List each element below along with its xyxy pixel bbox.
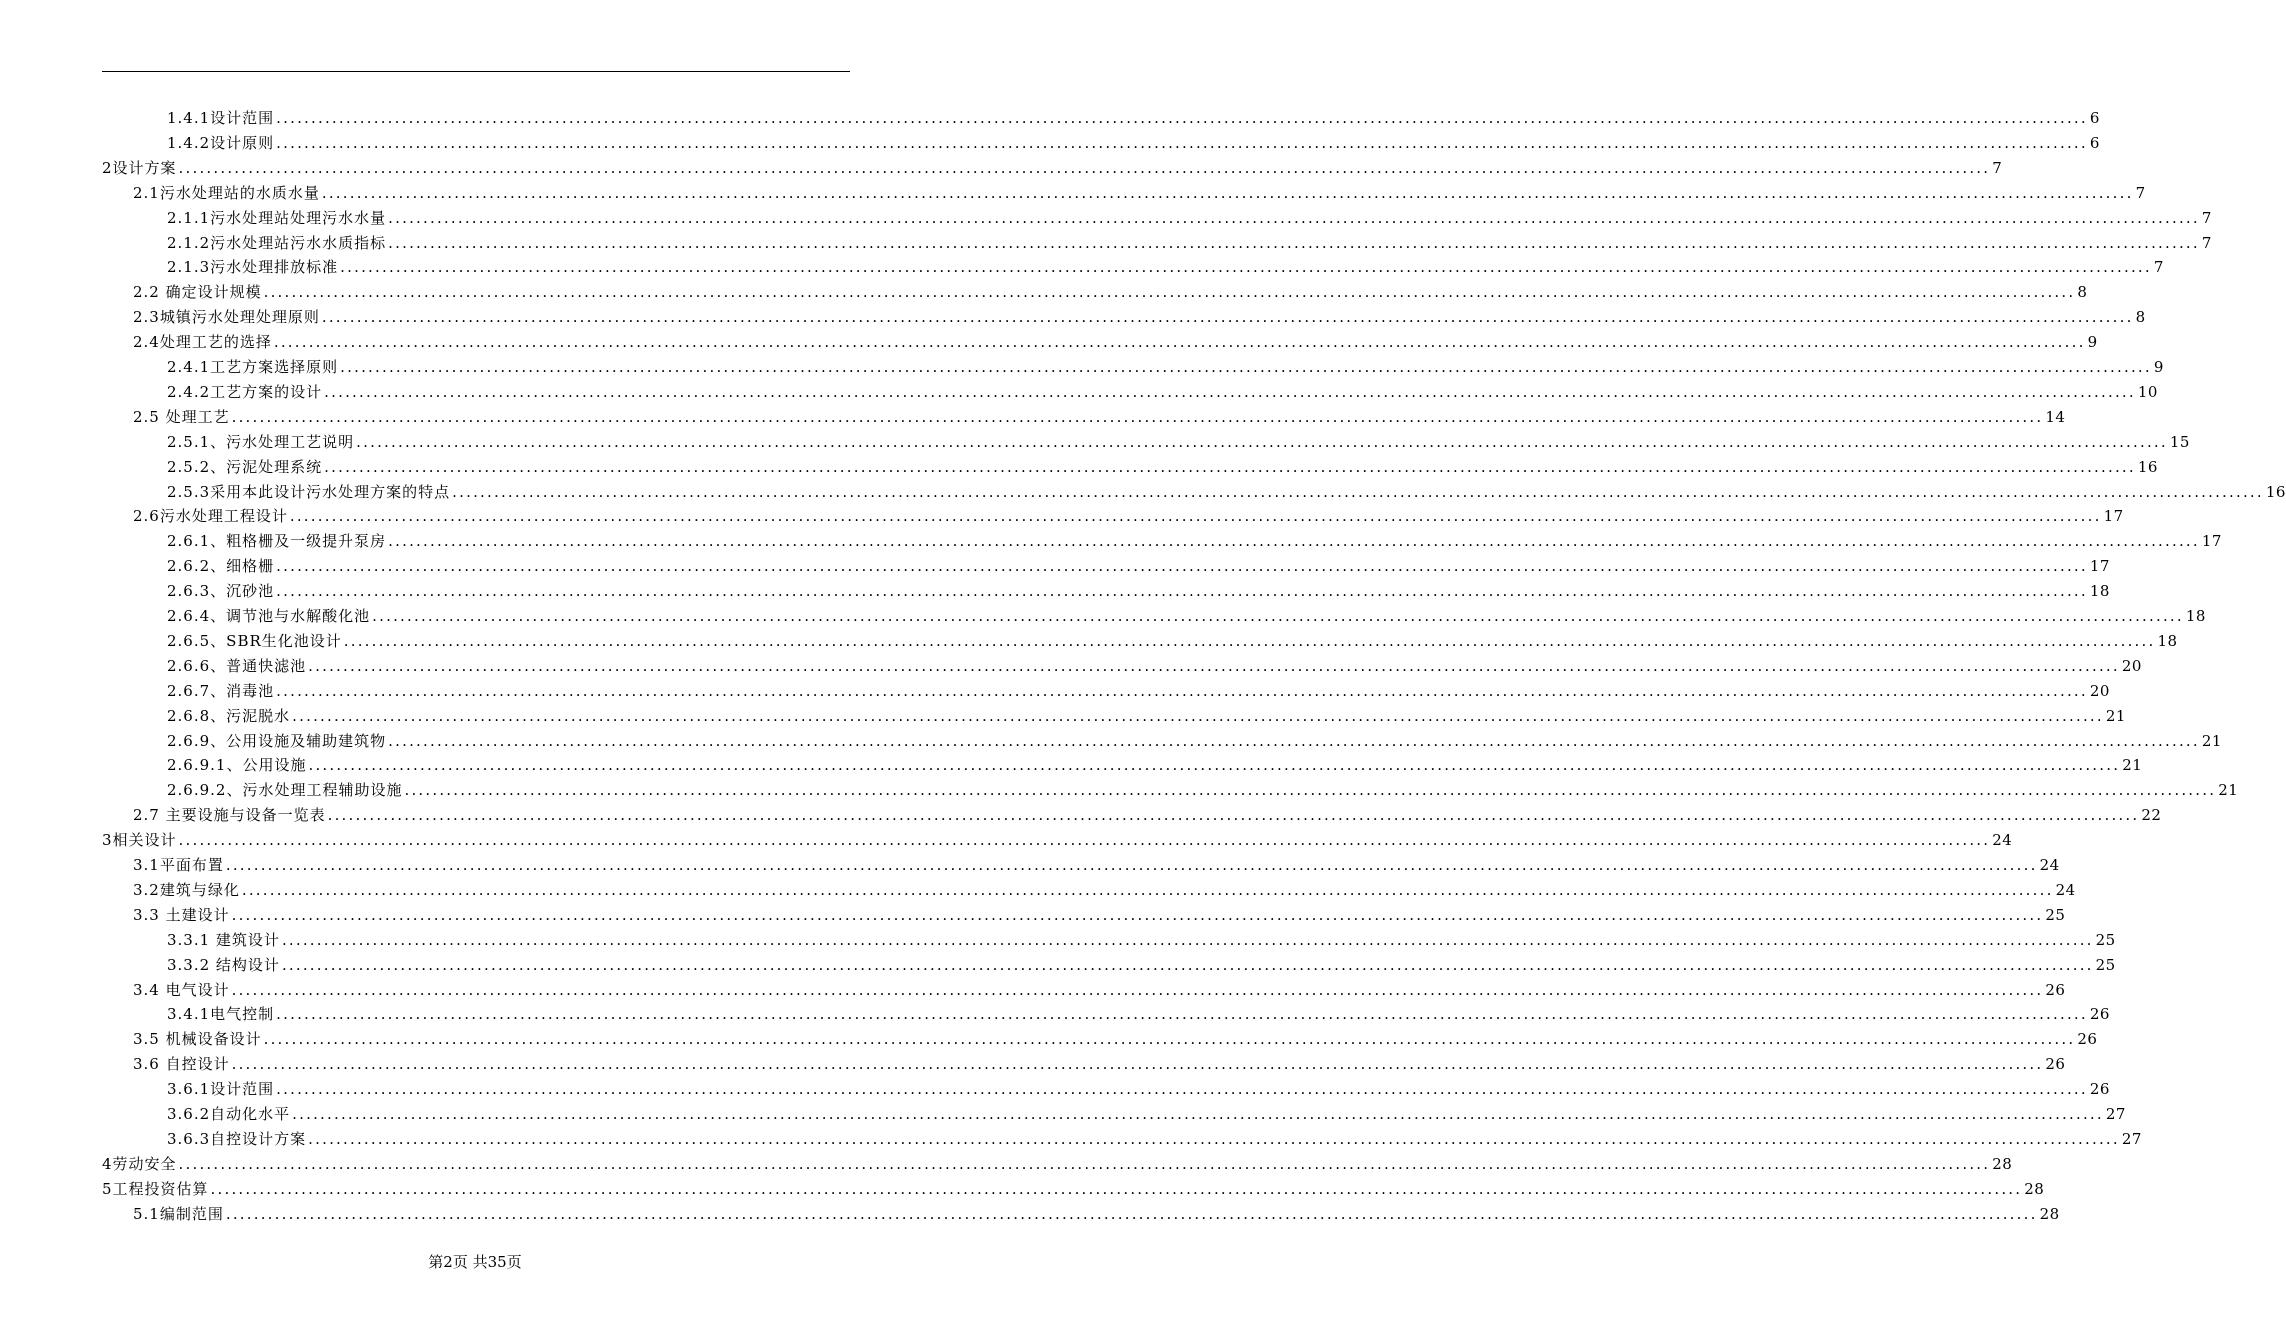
- toc-entry-title: 2.5.3采用本此设计污水处理方案的特点: [167, 483, 451, 501]
- toc-entry-page-number: 7: [2201, 209, 2212, 227]
- toc-entry-title: 2.1.3污水处理排放标准: [167, 258, 339, 276]
- toc-entry-title: 2.6.9.2、污水处理工程辅助设施: [167, 781, 403, 799]
- toc-entry[interactable]: [167, 204, 2212, 228]
- toc-leader-dots: ....................................................................................................................................................................................................................................................................: [231, 981, 2044, 999]
- toc-entry[interactable]: [167, 552, 2110, 576]
- toc-leader-dots: ....................................................................................................................................................................................................................................................................: [225, 856, 2038, 874]
- toc-entry-title: 2.4.2工艺方案的设计: [167, 383, 323, 401]
- toc-entry-page-number: 18: [2157, 632, 2178, 650]
- toc-entry-page-number: 26: [2089, 1005, 2110, 1023]
- toc-entry-title: 4劳动安全: [102, 1155, 177, 1173]
- toc-entry[interactable]: [167, 652, 2142, 676]
- toc-entry-title: 3相关设计: [102, 831, 177, 849]
- toc-entry[interactable]: [133, 328, 2098, 352]
- toc-entry[interactable]: [167, 253, 2164, 277]
- toc-entry[interactable]: [167, 602, 2206, 626]
- toc-entry-page-number: 6: [2089, 134, 2100, 152]
- toc-entry-title: 5工程投资估算: [102, 1180, 209, 1198]
- toc-entry[interactable]: [102, 1150, 2013, 1174]
- toc-leader-dots: ....................................................................................................................................................................................................................................................................: [178, 831, 1991, 849]
- toc-entry-title: 3.1平面布置: [133, 856, 224, 874]
- toc-entry-title: 3.3 土建设计: [133, 906, 230, 924]
- toc-entry-page-number: 7: [2153, 258, 2164, 276]
- toc-entry-title: 2设计方案: [102, 159, 177, 177]
- toc-entry[interactable]: [167, 104, 2100, 128]
- toc-entry-page-number: 16: [2137, 458, 2158, 476]
- toc-entry-page-number: 8: [2135, 308, 2146, 326]
- toc-entry-page-number: 26: [2045, 1055, 2066, 1073]
- toc-entry[interactable]: [133, 278, 2088, 302]
- toc-entry-title: 3.4.1电气控制: [167, 1005, 275, 1023]
- toc-leader-dots: ....................................................................................................................................................................................................................................................................: [241, 881, 2054, 899]
- toc-entry[interactable]: [167, 453, 2158, 477]
- toc-entry-title: 2.5.2、污泥处理系统: [167, 458, 323, 476]
- toc-entry-page-number: 26: [2045, 981, 2066, 999]
- toc-entry-page-number: 27: [2121, 1130, 2142, 1148]
- toc-leader-dots: ....................................................................................................................................................................................................................................................................: [324, 458, 2136, 476]
- toc-entry[interactable]: [133, 303, 2146, 327]
- toc-entry-title: 3.3.2 结构设计: [167, 956, 280, 974]
- toc-entry-title: 2.6.7、消毒池: [167, 682, 275, 700]
- toc-entry-title: 2.4.1工艺方案选择原则: [167, 358, 339, 376]
- toc-entry-title: 3.3.1 建筑设计: [167, 931, 280, 949]
- toc-leader-dots: ....................................................................................................................................................................................................................................................................: [340, 258, 2152, 276]
- toc-entry[interactable]: [167, 378, 2158, 402]
- toc-entry-title: 2.6.8、污泥脱水: [167, 707, 291, 725]
- toc-entry-title: 2.6.4、调节池与水解酸化池: [167, 607, 371, 625]
- toc-entry-page-number: 18: [2185, 607, 2206, 625]
- toc-entry-page-number: 9: [2087, 333, 2098, 351]
- toc-entry[interactable]: [102, 826, 2013, 850]
- toc-entry[interactable]: [133, 1025, 2098, 1049]
- toc-entry[interactable]: [133, 876, 2076, 900]
- toc-entry-title: 2.5.1、污水处理工艺说明: [167, 433, 355, 451]
- toc-entry-title: 2.6.6、普通快滤池: [167, 657, 307, 675]
- toc-leader-dots: ....................................................................................................................................................................................................................................................................: [308, 1130, 2120, 1148]
- toc-leader-dots: ....................................................................................................................................................................................................................................................................: [276, 109, 2088, 127]
- toc-entry[interactable]: [133, 1050, 2066, 1074]
- toc-entry[interactable]: [133, 403, 2066, 427]
- toc-entry-title: 3.6.3自控设计方案: [167, 1130, 307, 1148]
- toc-leader-dots: ....................................................................................................................................................................................................................................................................: [276, 582, 2088, 600]
- toc-entry-page-number: 7: [2135, 184, 2146, 202]
- toc-leader-dots: ....................................................................................................................................................................................................................................................................: [289, 507, 2102, 525]
- toc-entry-page-number: 18: [2089, 582, 2110, 600]
- toc-leader-dots: ....................................................................................................................................................................................................................................................................: [340, 358, 2152, 376]
- toc-leader-dots: ....................................................................................................................................................................................................................................................................: [273, 333, 2086, 351]
- toc-entry[interactable]: [133, 502, 2124, 526]
- toc-entry[interactable]: [167, 1000, 2110, 1024]
- toc-entry-title: 2.6.3、沉砂池: [167, 582, 275, 600]
- toc-entry-title: 2.6.5、SBR生化池设计: [167, 632, 342, 650]
- toc-entry-title: 3.6.1设计范围: [167, 1080, 275, 1098]
- toc-entry-page-number: 24: [2055, 881, 2076, 899]
- toc-entry[interactable]: [167, 527, 2222, 551]
- toc-entry-page-number: 28: [2039, 1205, 2060, 1223]
- toc-entry-page-number: 9: [2153, 358, 2164, 376]
- toc-entry-page-number: 20: [2089, 682, 2110, 700]
- toc-leader-dots: ....................................................................................................................................................................................................................................................................: [292, 707, 2104, 725]
- toc-entry-page-number: 17: [2103, 507, 2124, 525]
- toc-entry[interactable]: [167, 577, 2110, 601]
- toc-entry-page-number: 24: [1992, 831, 2013, 849]
- toc-leader-dots: ....................................................................................................................................................................................................................................................................: [356, 433, 2168, 451]
- toc-leader-dots: ....................................................................................................................................................................................................................................................................: [276, 557, 2088, 575]
- toc-entry[interactable]: [167, 751, 2143, 775]
- toc-entry-title: 2.6.1、粗格栅及一级提升泵房: [167, 532, 387, 550]
- toc-entry-title: 3.6.2自动化水平: [167, 1105, 291, 1123]
- toc-leader-dots: ....................................................................................................................................................................................................................................................................: [263, 283, 2076, 301]
- toc-leader-dots: ....................................................................................................................................................................................................................................................................: [388, 732, 2200, 750]
- toc-entry-page-number: 24: [2039, 856, 2060, 874]
- toc-entry[interactable]: [167, 677, 2110, 701]
- toc-entry-page-number: 21: [2105, 707, 2126, 725]
- toc-entry-page-number: 26: [2089, 1080, 2110, 1098]
- toc-entry[interactable]: [133, 901, 2066, 925]
- toc-leader-dots: ....................................................................................................................................................................................................................................................................: [178, 1155, 1991, 1173]
- toc-leader-dots: ....................................................................................................................................................................................................................................................................: [308, 657, 2120, 675]
- toc-entry[interactable]: [167, 428, 2190, 452]
- toc-entry-title: 2.6.2、细格栅: [167, 557, 275, 575]
- toc-leader-dots: ....................................................................................................................................................................................................................................................................: [263, 1030, 2076, 1048]
- toc-entry-page-number: 21: [2201, 732, 2222, 750]
- toc-entry[interactable]: [167, 1125, 2142, 1149]
- toc-entry-page-number: 7: [1992, 159, 2003, 177]
- toc-entry-title: 2.4处理工艺的选择: [133, 333, 272, 351]
- toc-entry[interactable]: [167, 353, 2164, 377]
- toc-entry-page-number: 6: [2089, 109, 2100, 127]
- toc-entry-page-number: 26: [2077, 1030, 2098, 1048]
- toc-entry-page-number: 14: [2045, 408, 2066, 426]
- toc-entry-title: 3.6 自控设计: [133, 1055, 230, 1073]
- toc-entry-page-number: 17: [2201, 532, 2222, 550]
- toc-entry-title: 2.3城镇污水处理处理原则: [133, 308, 320, 326]
- toc-entry-page-number: 15: [2169, 433, 2190, 451]
- toc-leader-dots: ....................................................................................................................................................................................................................................................................: [231, 906, 2044, 924]
- toc-entry-title: 1.4.1设计范围: [167, 109, 275, 127]
- header-rule: [102, 71, 850, 72]
- toc-leader-dots: ....................................................................................................................................................................................................................................................................: [308, 756, 2121, 774]
- toc-entry-title: 3.5 机械设备设计: [133, 1030, 262, 1048]
- toc-entry[interactable]: [102, 154, 2003, 178]
- toc-entry[interactable]: [167, 478, 2286, 502]
- toc-entry-page-number: 21: [2122, 756, 2143, 774]
- page-footer: 第2页 共35页: [428, 1253, 522, 1271]
- toc-leader-dots: ....................................................................................................................................................................................................................................................................: [281, 931, 2094, 949]
- toc-leader-dots: ....................................................................................................................................................................................................................................................................: [276, 1005, 2088, 1023]
- toc-entry-title: 5.1编制范围: [133, 1205, 224, 1223]
- toc-entry-title: 2.5 处理工艺: [133, 408, 230, 426]
- toc-leader-dots: ....................................................................................................................................................................................................................................................................: [276, 1080, 2088, 1098]
- toc-entry-title: 3.2建筑与绿化: [133, 881, 240, 899]
- toc-leader-dots: ....................................................................................................................................................................................................................................................................: [210, 1180, 2023, 1198]
- toc-entry-title: 2.1污水处理站的水质水量: [133, 184, 320, 202]
- toc-entry-page-number: 28: [1992, 1155, 2013, 1173]
- toc-entry-page-number: 20: [2121, 657, 2142, 675]
- toc-entry-page-number: 8: [2077, 283, 2088, 301]
- toc-entry-title: 2.1.1污水处理站处理污水水量: [167, 209, 387, 227]
- toc-entry-title: 3.4 电气设计: [133, 981, 230, 999]
- toc-leader-dots: ....................................................................................................................................................................................................................................................................: [178, 159, 1991, 177]
- toc-leader-dots: ....................................................................................................................................................................................................................................................................: [225, 1205, 2038, 1223]
- toc-entry-title: 2.1.2污水处理站污水水质指标: [167, 234, 387, 252]
- toc-entry-title: 2.6.9.1、公用设施: [167, 756, 307, 774]
- toc-entry[interactable]: [167, 727, 2222, 751]
- toc-entry[interactable]: [167, 951, 2116, 975]
- toc-leader-dots: ....................................................................................................................................................................................................................................................................: [452, 483, 2264, 501]
- toc-entry-page-number: 21: [2218, 781, 2239, 799]
- toc-entry-title: 1.4.2设计原则: [167, 134, 275, 152]
- toc-entry-page-number: 17: [2089, 557, 2110, 575]
- toc-leader-dots: ....................................................................................................................................................................................................................................................................: [281, 956, 2094, 974]
- toc-leader-dots: ....................................................................................................................................................................................................................................................................: [327, 806, 2140, 824]
- toc-entry[interactable]: [167, 129, 2100, 153]
- toc-entry[interactable]: [133, 1200, 2060, 1224]
- toc-leader-dots: ....................................................................................................................................................................................................................................................................: [276, 134, 2088, 152]
- toc-entry-page-number: 27: [2105, 1105, 2126, 1123]
- toc-entry-page-number: 25: [2095, 931, 2116, 949]
- toc-leader-dots: ....................................................................................................................................................................................................................................................................: [292, 1105, 2104, 1123]
- toc-leader-dots: ....................................................................................................................................................................................................................................................................: [321, 308, 2134, 326]
- toc-leader-dots: ....................................................................................................................................................................................................................................................................: [372, 607, 2184, 625]
- toc-entry[interactable]: [167, 1075, 2110, 1099]
- toc-leader-dots: ....................................................................................................................................................................................................................................................................: [388, 234, 2200, 252]
- toc-leader-dots: ....................................................................................................................................................................................................................................................................: [388, 532, 2200, 550]
- toc-entry[interactable]: [167, 229, 2212, 253]
- toc-entry-page-number: 25: [2095, 956, 2116, 974]
- toc-entry[interactable]: [167, 776, 2239, 800]
- toc-entry-title: 2.7 主要设施与设备一览表: [133, 806, 326, 824]
- toc-entry-title: 2.6污水处理工程设计: [133, 507, 288, 525]
- toc-leader-dots: ....................................................................................................................................................................................................................................................................: [404, 781, 2217, 799]
- toc-entry-page-number: 16: [2265, 483, 2286, 501]
- toc-leader-dots: ....................................................................................................................................................................................................................................................................: [231, 1055, 2044, 1073]
- toc-leader-dots: ....................................................................................................................................................................................................................................................................: [321, 184, 2134, 202]
- toc-leader-dots: ....................................................................................................................................................................................................................................................................: [276, 682, 2088, 700]
- toc-entry[interactable]: [133, 801, 2162, 825]
- toc-leader-dots: ....................................................................................................................................................................................................................................................................: [388, 209, 2200, 227]
- toc-entry-page-number: 25: [2045, 906, 2066, 924]
- toc-entry-page-number: 7: [2201, 234, 2212, 252]
- toc-leader-dots: ....................................................................................................................................................................................................................................................................: [324, 383, 2136, 401]
- toc-entry[interactable]: [102, 1175, 2045, 1199]
- toc-entry[interactable]: [133, 179, 2146, 203]
- toc-entry-title: 2.2 确定设计规模: [133, 283, 262, 301]
- toc-entry[interactable]: [167, 926, 2116, 950]
- toc-entry-title: 2.6.9、公用设施及辅助建筑物: [167, 732, 387, 750]
- toc-entry[interactable]: [133, 976, 2066, 1000]
- toc-entry-page-number: 10: [2137, 383, 2158, 401]
- toc-leader-dots: ....................................................................................................................................................................................................................................................................: [231, 408, 2044, 426]
- toc-entry[interactable]: [167, 627, 2178, 651]
- toc-entry-page-number: 28: [2024, 1180, 2045, 1198]
- toc-entry[interactable]: [167, 1100, 2126, 1124]
- toc-entry[interactable]: [167, 702, 2126, 726]
- toc-leader-dots: ....................................................................................................................................................................................................................................................................: [343, 632, 2156, 650]
- toc-entry-page-number: 22: [2141, 806, 2162, 824]
- toc-entry[interactable]: [133, 851, 2060, 875]
